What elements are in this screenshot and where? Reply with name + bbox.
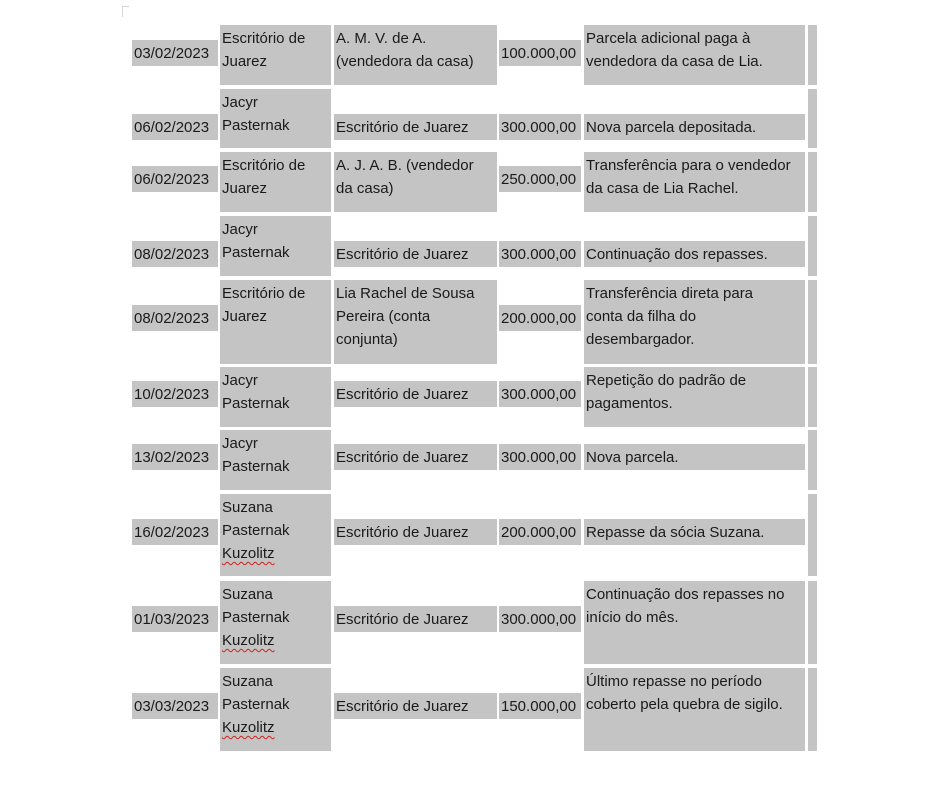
amount-line: 200.000,00 bbox=[501, 523, 577, 541]
cell-description bbox=[584, 519, 805, 545]
cell-description bbox=[584, 668, 805, 751]
table-edge-column bbox=[808, 367, 817, 427]
description-line: Repasse da sócia Suzana. bbox=[586, 524, 765, 541]
amount-line: 300.000,00 bbox=[501, 448, 577, 466]
amount-line: 300.000,00 bbox=[501, 245, 577, 263]
cell-to bbox=[334, 381, 497, 407]
from-line: Escritório de bbox=[222, 30, 306, 47]
description-line: pagamentos. bbox=[586, 395, 673, 412]
description-line: Nova parcela. bbox=[586, 449, 679, 466]
cell-to bbox=[334, 519, 497, 545]
date-line: 10/02/2023 bbox=[134, 385, 210, 403]
from-line: Escritório de bbox=[222, 285, 306, 302]
description-line: desembargador. bbox=[586, 331, 695, 348]
description-line: Nova parcela depositada. bbox=[586, 119, 757, 136]
from-line: Pasternak bbox=[222, 117, 290, 134]
cell-amount bbox=[499, 305, 581, 331]
table-edge-column bbox=[808, 216, 817, 276]
cell-amount bbox=[499, 114, 581, 140]
to-line: A. J. A. B. (vendedor bbox=[336, 157, 474, 174]
from-line: Pasternak bbox=[222, 609, 290, 626]
cell-to bbox=[334, 114, 497, 140]
cell-from bbox=[220, 367, 331, 427]
cell-from bbox=[220, 581, 331, 664]
description-line: da casa de Lia Rachel. bbox=[586, 180, 739, 197]
from-line: Pasternak bbox=[222, 522, 290, 539]
to-line: Escritório de Juarez bbox=[336, 611, 469, 628]
spellcheck-underline: Kuzolitz bbox=[222, 719, 275, 736]
cell-to bbox=[334, 280, 497, 364]
to-line: da casa) bbox=[336, 180, 394, 197]
description-line: Repetição do padrão de bbox=[586, 372, 747, 389]
from-line: Suzana bbox=[222, 673, 273, 690]
from-line bbox=[222, 542, 329, 565]
cell-description bbox=[584, 280, 805, 364]
table-edge-column bbox=[808, 430, 817, 490]
cell-date bbox=[132, 606, 218, 632]
description-line: Último repasse no período bbox=[586, 673, 762, 690]
to-line: Escritório de Juarez bbox=[336, 449, 469, 466]
table-edge-column bbox=[808, 25, 817, 85]
cell-to bbox=[334, 25, 497, 85]
cell-from bbox=[220, 152, 331, 212]
from-line: Jacyr bbox=[222, 221, 258, 238]
table-edge-column bbox=[808, 89, 817, 148]
to-line: Lia Rachel de Sousa bbox=[336, 285, 475, 302]
cell-amount bbox=[499, 40, 581, 66]
cell-description bbox=[584, 114, 805, 140]
date-line: 06/02/2023 bbox=[134, 170, 210, 188]
amount-line: 300.000,00 bbox=[501, 385, 577, 403]
from-line: Suzana bbox=[222, 586, 273, 603]
cell-to bbox=[334, 152, 497, 212]
date-line: 08/02/2023 bbox=[134, 245, 210, 263]
table-edge-column bbox=[808, 494, 817, 576]
cell-amount bbox=[499, 519, 581, 545]
cell-date bbox=[132, 114, 218, 140]
description-line: Transferência para o vendedor bbox=[586, 157, 791, 174]
description-line: Continuação dos repasses no bbox=[586, 586, 785, 603]
from-line: Juarez bbox=[222, 53, 268, 70]
to-line: Escritório de Juarez bbox=[336, 698, 469, 715]
cell-description bbox=[584, 581, 805, 664]
cell-from bbox=[220, 216, 331, 276]
description-line: Transferência direta para bbox=[586, 285, 754, 302]
cell-date bbox=[132, 166, 218, 192]
from-line: Pasternak bbox=[222, 244, 290, 261]
date-line: 03/03/2023 bbox=[134, 697, 210, 715]
to-line: (vendedora da casa) bbox=[336, 53, 474, 70]
cell-date bbox=[132, 305, 218, 331]
from-line: Pasternak bbox=[222, 395, 290, 412]
cell-amount bbox=[499, 606, 581, 632]
cell-description bbox=[584, 367, 805, 427]
to-line: A. M. V. de A. bbox=[336, 30, 427, 47]
description-line: Continuação dos repasses. bbox=[586, 246, 768, 263]
cell-amount bbox=[499, 693, 581, 719]
from-line bbox=[222, 629, 329, 652]
from-line: Pasternak bbox=[222, 458, 290, 475]
cell-amount bbox=[499, 444, 581, 470]
cell-description bbox=[584, 152, 805, 212]
description-line: vendedora da casa de Lia. bbox=[586, 53, 763, 70]
cell-amount bbox=[499, 381, 581, 407]
date-line: 03/02/2023 bbox=[134, 44, 210, 62]
from-line: Juarez bbox=[222, 308, 268, 325]
table-edge-column bbox=[808, 668, 817, 751]
cell-date bbox=[132, 241, 218, 267]
amount-line: 300.000,00 bbox=[501, 118, 577, 136]
amount-line: 100.000,00 bbox=[501, 44, 577, 62]
from-line: Escritório de bbox=[222, 157, 306, 174]
cell-to bbox=[334, 606, 497, 632]
table-edge-column bbox=[808, 581, 817, 664]
amount-line: 250.000,00 bbox=[501, 170, 577, 188]
table-edge-column bbox=[808, 280, 817, 364]
cell-from bbox=[220, 494, 331, 576]
cell-to bbox=[334, 241, 497, 267]
cell-description bbox=[584, 25, 805, 85]
date-line: 08/02/2023 bbox=[134, 309, 210, 327]
cell-to bbox=[334, 693, 497, 719]
cell-amount bbox=[499, 241, 581, 267]
to-line: Escritório de Juarez bbox=[336, 386, 469, 403]
to-line: conjunta) bbox=[336, 331, 398, 348]
description-line: conta da filha do bbox=[586, 308, 697, 325]
from-line: Jacyr bbox=[222, 94, 258, 111]
date-line: 13/02/2023 bbox=[134, 448, 210, 466]
cell-date bbox=[132, 519, 218, 545]
spellcheck-underline: Kuzolitz bbox=[222, 632, 275, 649]
from-line bbox=[222, 716, 329, 739]
cell-date bbox=[132, 381, 218, 407]
table-edge-column bbox=[808, 152, 817, 212]
cell-description bbox=[584, 444, 805, 470]
amount-line: 200.000,00 bbox=[501, 309, 577, 327]
cell-description bbox=[584, 241, 805, 267]
description-line: início do mês. bbox=[586, 609, 679, 626]
from-line: Jacyr bbox=[222, 372, 258, 389]
description-line: coberto pela quebra de sigilo. bbox=[586, 696, 783, 713]
cell-from bbox=[220, 25, 331, 85]
cell-from bbox=[220, 280, 331, 364]
amount-line: 300.000,00 bbox=[501, 610, 577, 628]
amount-line: 150.000,00 bbox=[501, 697, 577, 715]
cell-from bbox=[220, 89, 331, 148]
date-line: 06/02/2023 bbox=[134, 118, 210, 136]
cell-to bbox=[334, 444, 497, 470]
from-line: Jacyr bbox=[222, 435, 258, 452]
description-line: Parcela adicional paga à bbox=[586, 30, 751, 47]
cell-date bbox=[132, 40, 218, 66]
cell-date bbox=[132, 444, 218, 470]
date-line: 01/03/2023 bbox=[134, 610, 210, 628]
cell-from bbox=[220, 430, 331, 490]
from-line: Juarez bbox=[222, 180, 268, 197]
text-boundary-marker bbox=[122, 6, 129, 17]
to-line: Escritório de Juarez bbox=[336, 119, 469, 136]
from-line: Suzana bbox=[222, 499, 273, 516]
cell-amount bbox=[499, 166, 581, 192]
date-line: 16/02/2023 bbox=[134, 523, 210, 541]
spellcheck-underline: Kuzolitz bbox=[222, 545, 275, 562]
to-line: Pereira (conta bbox=[336, 308, 431, 325]
from-line: Pasternak bbox=[222, 696, 290, 713]
cell-from bbox=[220, 668, 331, 751]
cell-date bbox=[132, 693, 218, 719]
to-line: Escritório de Juarez bbox=[336, 246, 469, 263]
to-line: Escritório de Juarez bbox=[336, 524, 469, 541]
